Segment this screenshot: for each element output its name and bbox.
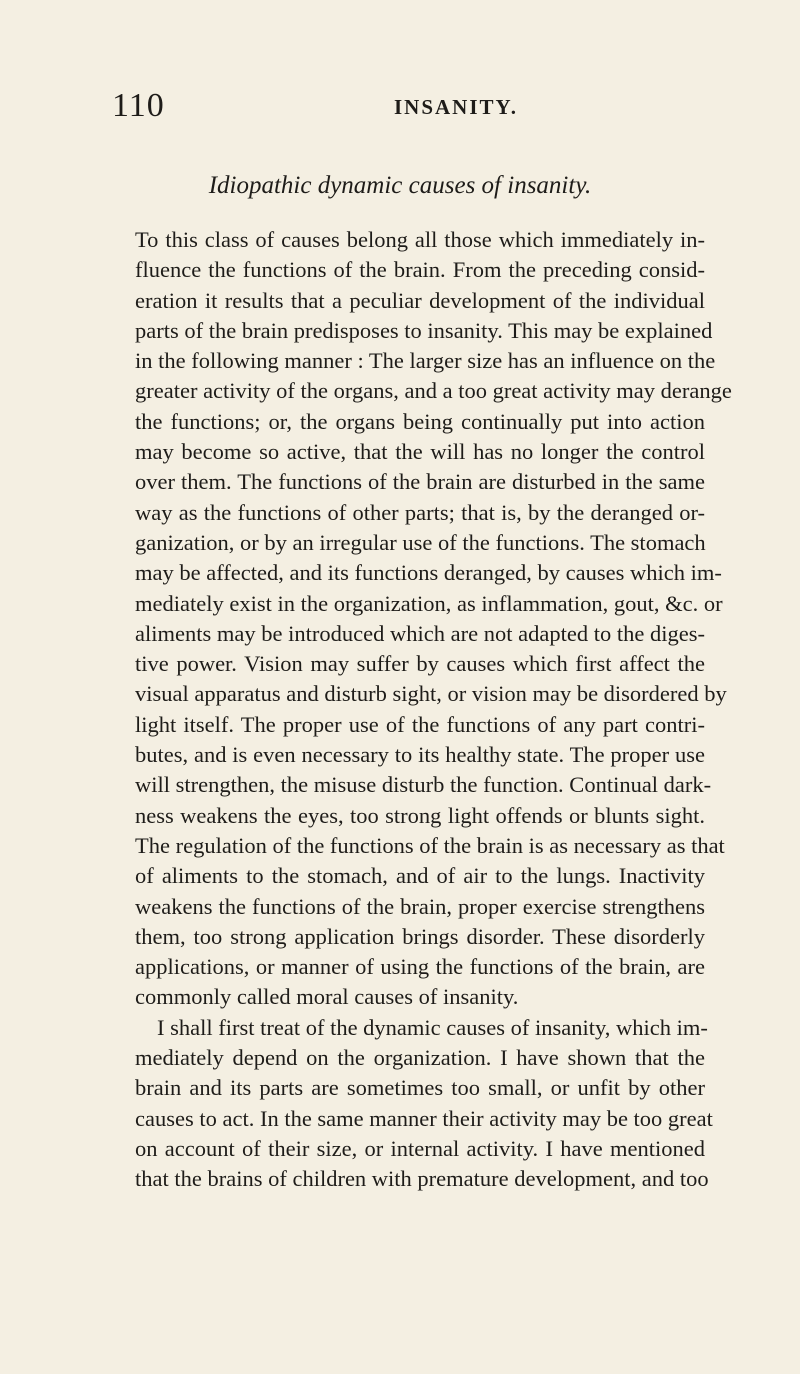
- section-heading: Idiopathic dynamic causes of insanity.: [208, 172, 592, 199]
- text-line: mediately exist in the organization, as inflammation, gout, &c. or: [135, 590, 723, 616]
- text-line: of aliments to the stomach, and of air to the lungs. Inactivity: [135, 863, 705, 889]
- body-text: [135, 225, 732, 1195]
- text-line: visual apparatus and disturb sight, or vision may be disordered by: [135, 681, 727, 707]
- text-line: mediately depend on the organization. I have shown that the: [135, 1045, 705, 1071]
- text-line: that the brains of children with premature development, and too: [135, 1166, 709, 1192]
- text-line: way as the functions of other parts; that is, by the deranged or-: [135, 499, 705, 525]
- text-line: may be affected, and its functions deranged, by causes which im-: [135, 560, 722, 586]
- text-line: eration it results that a peculiar development of the individual: [135, 287, 705, 313]
- text-line: commonly called moral causes of insanity.: [135, 984, 519, 1010]
- text-line: on account of their size, or internal activity. I have mentioned: [135, 1135, 705, 1161]
- text-line: parts of the brain predisposes to insanity. This may be explained: [135, 317, 713, 343]
- text-line: butes, and is even necessary to its healthy state. The proper use: [135, 742, 705, 768]
- text-line: the functions; or, the organs being continually put into action: [135, 408, 705, 434]
- text-line: weakens the functions of the brain, proper exercise strengthens: [135, 893, 705, 919]
- text-line: aliments may be introduced which are not adapted to the diges-: [135, 620, 705, 646]
- text-line: ness weakens the eyes, too strong light offends or blunts sight.: [135, 802, 705, 828]
- text-line: causes to act. In the same manner their activity may be too great: [135, 1105, 713, 1131]
- text-line: fluence the functions of the brain. From the preceding consid-: [135, 257, 705, 283]
- running-head: [112, 86, 722, 126]
- page-number: 110: [112, 87, 165, 124]
- text-line: ganization, or by an irregular use of the functions. The stomach: [135, 529, 706, 555]
- text-line: To this class of causes belong all those which immediately in-: [135, 227, 705, 252]
- text-line: will strengthen, the misuse disturb the function. Continual dark-: [135, 772, 712, 798]
- text-line: may become so active, that the will has no longer the control: [135, 439, 705, 465]
- text-line: greater activity of the organs, and a too great activity may derange: [135, 378, 732, 404]
- text-line: applications, or manner of using the functions of the brain, are: [135, 954, 705, 980]
- text-line: I shall first treat of the dynamic causes of insanity, which im-: [157, 1014, 708, 1040]
- running-title: INSANITY.: [394, 95, 519, 119]
- text-line: tive power. Vision may suffer by causes which first affect the: [135, 651, 705, 677]
- text-line: light itself. The proper use of the functions of any part contri-: [135, 711, 705, 737]
- text-line: The regulation of the functions of the brain is as necessary as that: [135, 832, 725, 858]
- text-line: in the following manner : The larger size has an influence on the: [135, 348, 716, 374]
- text-line: over them. The functions of the brain are disturbed in the same: [135, 469, 705, 495]
- text-line: them, too strong application brings disorder. These disorderly: [135, 923, 705, 949]
- text-line: brain and its parts are sometimes too small, or unfit by other: [135, 1075, 705, 1101]
